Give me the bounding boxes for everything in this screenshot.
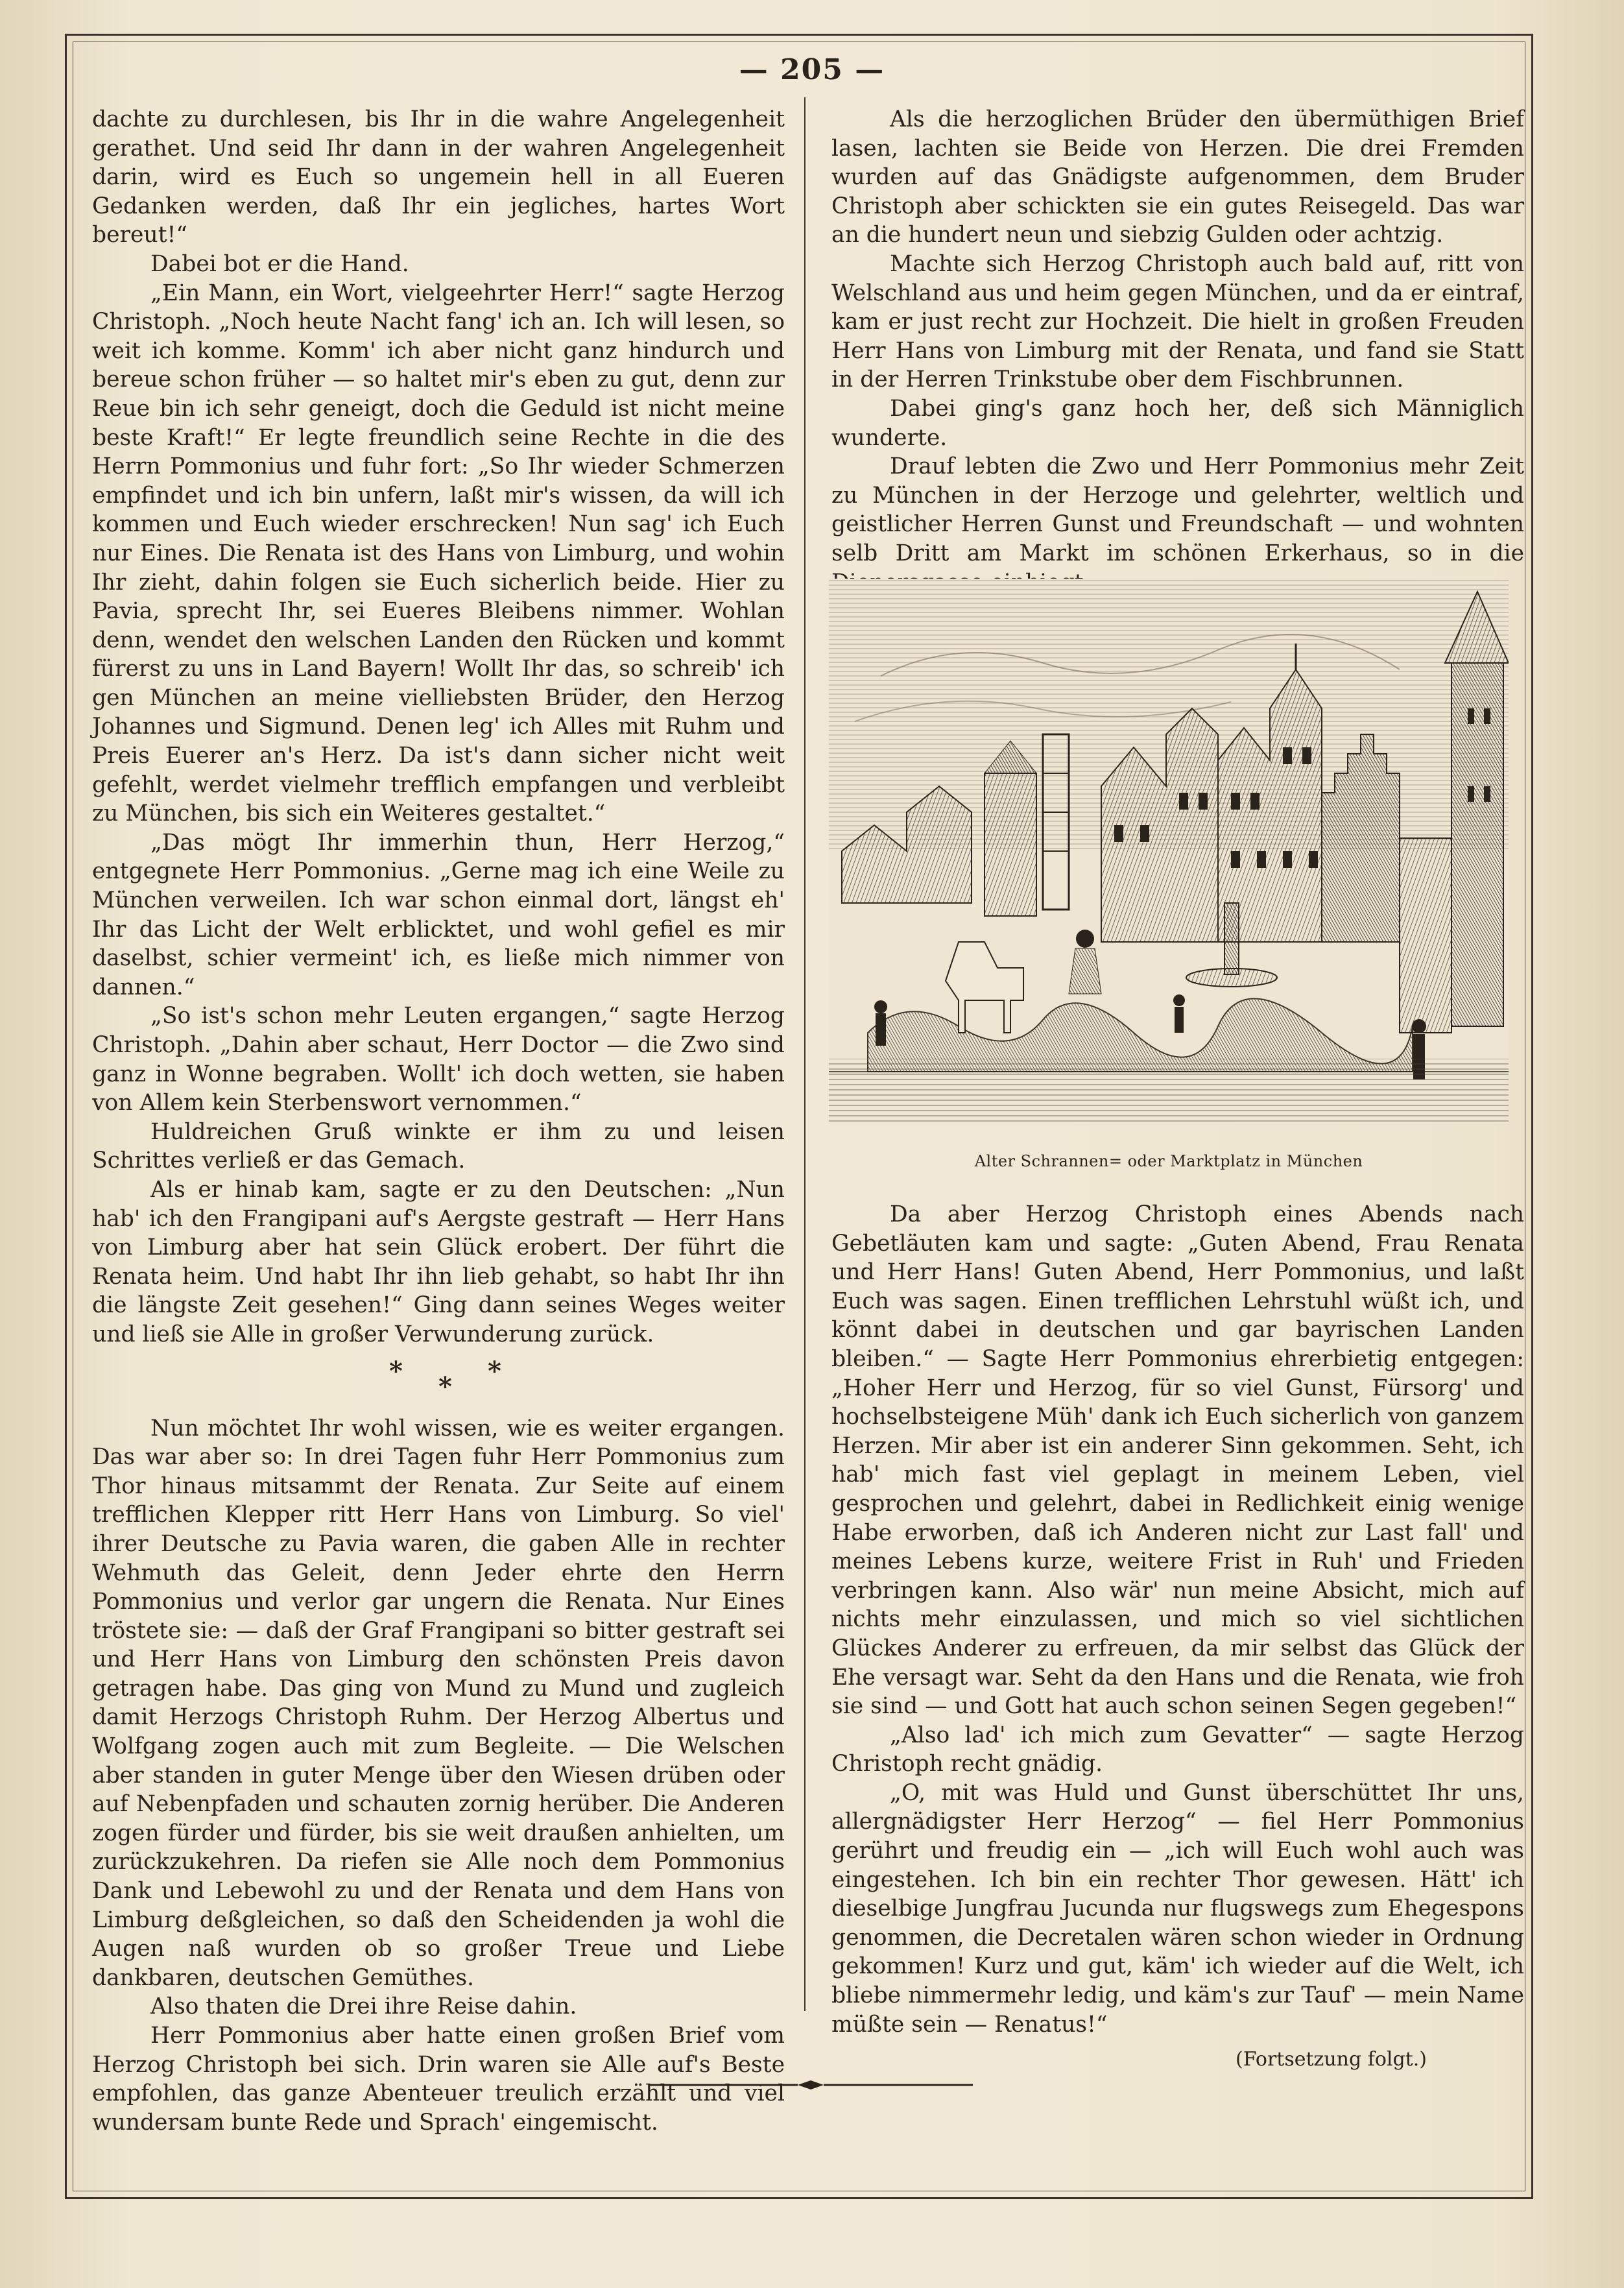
left-paragraph-8: Nun möchtet Ihr wohl wissen, wie es weiter ergangen. Das war aber so: In drei Tagen fuhr Herr Pommonius zum Thor hinaus mitsammt der Renata. Zur Seite auf einem trefflichen Klepper ritt Herr Hans von Limburg. So viel' ihrer Deutsche zu Pavia waren, die gaben Alle in rechter Wehmuth das Geleit, denn Jeder ehrte den Herrn Pommonius und verlor gar ungern die Renata. Nur Eines tröstete sie: — daß der Graf Frangipani so bitter gestraft sei und Herr Hans von Limburg den schönsten Preis davon getragen habe. Das ging von Mund zu Mund und zugleich damit Herzogs Christoph Ruhm. Der Herzog Albertus und Wolfgang zogen auch mit zum Begleite. — Die Welschen aber standen in guter Menge über den Wiesen drüben oder auf Nebenpfaden und schauten zornig herüber. Die Anderen zogen fürder und fürder, bis sie weit draußen anhielten, um zurückzukehren. Da riefen sie Alle noch dem Pommonius Dank und Lebewohl zu und der Renata und dem Hans von Limburg deßgleichen, so daß den Scheidenden ja wohl die Augen naß wurden ob so großer Treue und Liebe dankbaren, deutschen Gemüthes. <box>92 1415 785 1991</box>
left-paragraph-2: Dabei bot er die Hand. <box>150 250 409 277</box>
continuation-note: (Fortsetzung folgt.) <box>1236 2048 1427 2071</box>
left-paragraph-6: Huldreichen Gruß winkte er ihm zu und leisen Schrittes verließ er das Gemach. <box>92 1118 785 1174</box>
asterisk: * <box>389 1355 403 1386</box>
right-paragraph-1: Als die herzoglichen Brüder den übermüthigen Brief lasen, lachten sie Beide von Herzen. Die drei Fremden wurden auf das Gnädigste aufgenommen, dem Bruder Christoph aber schickten sie ein gutes Reisegeld. Das war an die hundert neun und siebzig Gulden oder achtzig. <box>831 106 1524 248</box>
right-column-top <box>831 105 1524 597</box>
right-column-bottom <box>831 1200 1524 2071</box>
section-separator <box>92 1349 785 1414</box>
illustration-caption: Alter Schrannen= oder Marktplatz in München <box>974 1152 1363 1170</box>
left-paragraph-4: „Das mögt Ihr immerhin thun, Herr Herzog,“ entgegnete Herr Pommonius. „Gerne mag ich eine Weile zu München verweilen. Ich war schon einmal dort, längst eh' Ihr das Licht der Welt erblicktet, und wohl gefiel es mir daselbst, schier vermeint' ich, es ließe mich nimmer von dannen.“ <box>92 829 785 1000</box>
left-paragraph-9: Also thaten die Drei ihre Reise dahin. <box>150 1993 577 2020</box>
right-paragraph-3: Dabei ging's ganz hoch her, deß sich Männiglich wunderte. <box>831 395 1524 451</box>
left-paragraph-3: „Ein Mann, ein Wort, vielgeehrter Herr!“ sagte Herzog Christoph. „Noch heute Nacht fang' ich an. Ich will lesen, so weit ich komme. Komm' ich aber nicht ganz hindurch und bereue schon früher — so haltet mir's eben zu gut, denn zur Reue bin ich sehr geneigt, doch die Geduld ist nicht meine beste Kraft!“ Er legte freundlich seine Rechte in die des Herrn Pommonius und fuhr fort: „So Ihr wieder Schmerzen empfindet und ich bin unfern, laßt mir's wissen, da will ich kommen und Euch wieder erschrecken! Nun sag' ich Euch nur Eines. Die Renata ist des Hans von Limburg, und wohin Ihr zieht, dahin folgen sie Euch sicherlich beide. Hier zu Pavia, sprecht Ihr, sei Eueres Bleibens nimmer. Wohlan denn, wendet den welschen Landen den Rücken und kommt fürerst zu uns in Land Bayern! Wollt Ihr das, so schreib' ich gen München an meine vielliebsten Brüder, den Herzog Johannes und Sigmund. Denen leg' ich Alles mit Ruhm und Preis Euerer an's Herz. Da ist's dann sicher nicht weit gefehlt, werdet vielmehr trefflich empfangen und verbleibt zu München, bis sich ein Weiteres gestaltet.“ <box>92 280 785 827</box>
page-number: — 205 — <box>739 53 885 86</box>
right-paragraph-5: Da aber Herzog Christoph eines Abends nach Gebetläuten kam und sagte: „Guten Abend, Frau Renata und Herr Hans! Guten Abend, Herr Pommonius, und laßt Euch was sagen. Einen trefflichen Lehrstuhl wüßt ich, und könnt dabei in deutschen und gar bayrischen Landen bleiben.“ — Sagte Herr Pommonius ehrerbietig entgegen: „Hoher Herr und Herzog, für so viel Gunst, Fürsorg' und hochselbsteigene Müh' dank ich Euch sicherlich von ganzem Herzen. Mir aber ist ein anderer Sinn gekommen. Seht, ich hab' mich fast viel geplagt in meinem Leben, viel gesprochen und gelehrt, dabei in Redlichkeit einig wenige Habe erworben, daß ich Anderen nicht zur Last fall' und meines Lebens kurze, weitere Frist in Ruh' und Frieden verbringen kann. Also wär' nun meine Absicht, mich auf nichts mehr einzulassen, und mich so viel sichtlichen Glückes Anderer zu erfreuen, da mir selbst das Glück der Ehe versagt war. Seht da den Hans und die Renata, wie froh sie sind — und Gott hat auch schon seinen Segen gegeben!“ <box>831 1201 1524 1720</box>
left-paragraph-10: Herr Pommonius aber hatte einen großen Brief vom Herzog Christoph bei sich. Drin waren sie Alle auf's Beste empfohlen, das ganze Abenteuer treulich erzählt und viel wundersam bunte Rede und Sprach' eingemischt. <box>92 2023 785 2136</box>
left-paragraph-5: „So ist's schon mehr Leuten ergangen,“ sagte Herzog Christoph. „Dahin aber schaut, Herr Doctor — die Zwo sind ganz in Wonne begraben. Wollt' ich doch wetten, sie haben von Allem kein Sterbenswort vernommen.“ <box>92 1003 785 1116</box>
engraving-illustration <box>829 579 1509 1124</box>
left-column <box>92 105 785 2137</box>
right-paragraph-2: Machte sich Herzog Christoph auch bald auf, ritt von Welschland aus und heim gegen München, und da er eintraf, kam er just recht zur Hochzeit. Die hielt in großen Freuden Herr Hans von Limburg mit der Renata, und fand sie Statt in der Herren Trinkstube ober dem Fischbrunnen. <box>831 250 1524 393</box>
left-paragraph-7: Als er hinab kam, sagte er zu den Deutschen: „Nun hab' ich den Frangipani auf's Aergste gestraft — Herr Hans von Limburg aber hat sein Glück erobert. Der führt die Renata heim. Und habt Ihr ihn lieb gehabt, so habt Ihr ihn die längste Zeit gesehen!“ Ging dann seines Weges weiter und ließ sie Alle in großer Verwunderung zurück. <box>92 1176 785 1347</box>
right-paragraph-6: „Also lad' ich mich zum Gevatter“ — sagte Herzog Christoph recht gnädig. <box>831 1722 1524 1777</box>
asterisk: * <box>438 1371 452 1402</box>
column-divider <box>804 97 806 2011</box>
ornament-divider <box>642 2078 979 2091</box>
left-paragraph-1: dachte zu durchlesen, bis Ihr in die wahre Angelegenheit gerathet. Und seid Ihr dann in der wahren Angelegenheit darin, wird es Euch so ungemein hell in all Eueren Gedanken werden, daß Ihr ein jegliches, hartes Wort bereut!“ <box>92 106 785 248</box>
right-paragraph-4: Drauf lebten die Zwo und Herr Pommonius mehr Zeit zu München in der Herzoge und gelehrter, weltlich und geistlicher Herren Gunst und Freundschaft — und wohnten selb Dritt am Markt im schönen Erkerhaus, so in die <box>831 453 1524 566</box>
right-paragraph-7: „O, mit was Huld und Gunst überschüttet Ihr uns, allergnädigster Herr Herzog“ — fiel Herr Pommonius gerührt und freudig ein — „ich will Euch wohl auch was eingestehen. Ich bin ein rechter Thor gewesen. Hätt' ich dieselbige Jungfrau Jucunda nur flugswegs zum Ehegespons genommen, die Decretalen wären schon wieder in Ordnung gekommen! Kurz und gut, käm' ich wieder auf die Welt, ich bliebe nimmermehr ledig, und käm's zur Tauf' — mein Name müßte sein — Renatus!“ <box>831 1779 1524 2038</box>
asterisk: * <box>488 1355 501 1386</box>
